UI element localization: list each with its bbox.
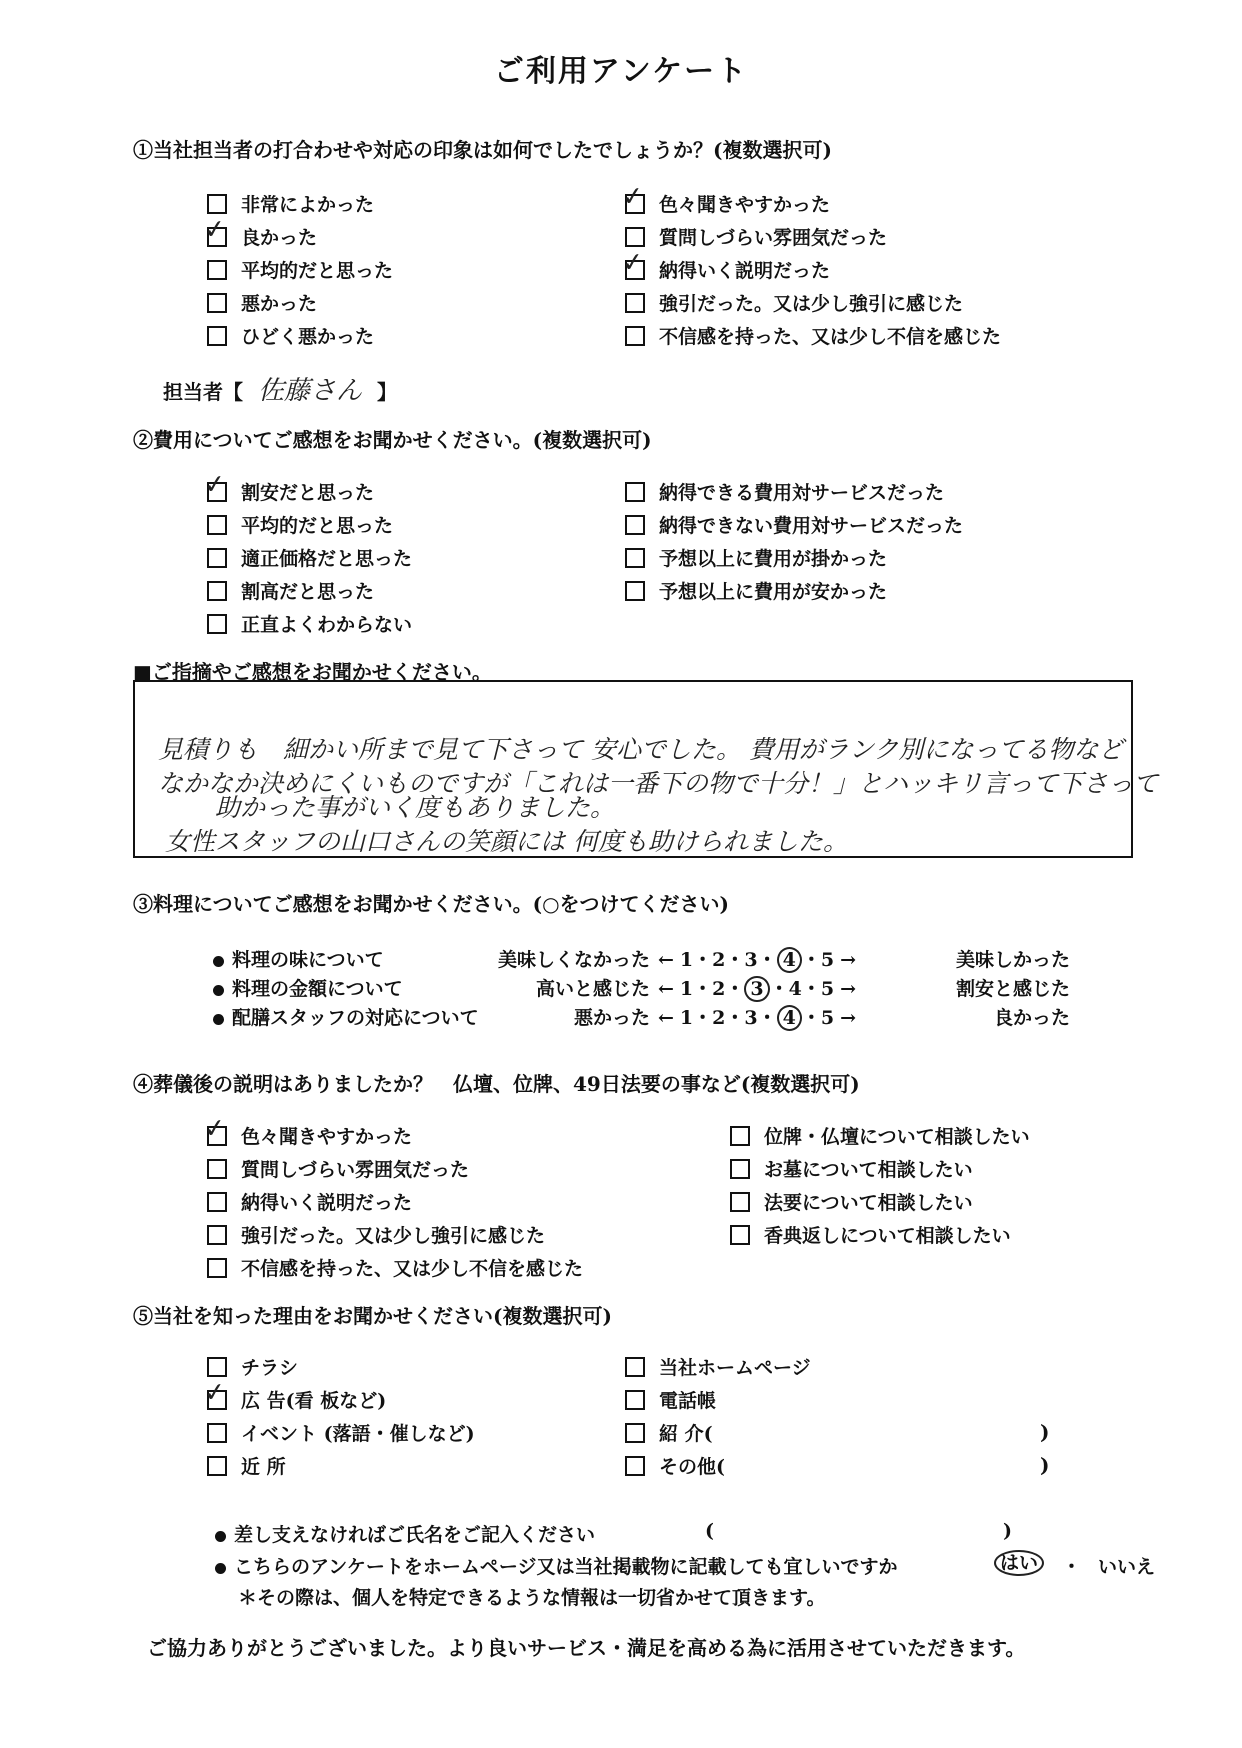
checked-checkbox-icon[interactable] <box>202 213 228 247</box>
checkbox-icon[interactable] <box>625 482 645 502</box>
checkbox-icon[interactable] <box>625 515 645 535</box>
checked-checkbox-icon[interactable] <box>620 246 646 280</box>
checkbox-icon[interactable] <box>625 293 645 313</box>
checkbox-option[interactable] <box>730 1155 973 1182</box>
staff-label: 担当者【 <box>163 380 243 404</box>
publish-separator: ・ <box>1062 1556 1082 1578</box>
checkbox-option[interactable] <box>625 1386 716 1413</box>
option-label: チラシ <box>241 1357 299 1379</box>
checkbox-option[interactable] <box>207 1254 583 1281</box>
scale-separator: ・ <box>693 1007 713 1029</box>
staff-close: 】 <box>376 380 397 404</box>
checkbox-option[interactable] <box>207 1419 475 1446</box>
checkbox-icon[interactable] <box>207 614 227 634</box>
checkbox-option[interactable] <box>207 610 412 637</box>
rating-high-label: 良かった <box>993 1007 1070 1029</box>
checkbox-option[interactable] <box>207 190 374 217</box>
checkbox-icon[interactable] <box>730 1126 750 1146</box>
option-label: 質問しづらい雰囲気だった <box>241 1159 470 1181</box>
checkbox-option[interactable] <box>207 322 374 349</box>
option-label: 納得いく説明だった <box>241 1192 413 1214</box>
rating-value[interactable]: 5 <box>820 1007 835 1029</box>
scale-separator: ・ <box>693 978 713 1000</box>
checkbox-option[interactable] <box>620 180 831 217</box>
option-label: ひどく悪かった <box>241 326 375 348</box>
checkbox-option[interactable] <box>730 1188 973 1215</box>
checkbox-option[interactable] <box>625 1452 725 1479</box>
checkbox-icon[interactable] <box>207 1159 227 1179</box>
checkbox-icon[interactable] <box>207 515 227 535</box>
checkbox-option[interactable] <box>625 223 887 250</box>
checkbox-option[interactable] <box>202 213 318 250</box>
scale-separator: ・ <box>725 949 745 971</box>
checked-checkbox-icon[interactable] <box>202 468 228 502</box>
option-label: 電話帳 <box>659 1390 717 1412</box>
checkbox-icon[interactable] <box>625 326 645 346</box>
scale-separator: ・ <box>757 1007 777 1029</box>
option-label: 納得できない費用対サービスだった <box>659 515 964 537</box>
rating-scale <box>658 1003 856 1031</box>
option-label: 色々聞きやすかった <box>241 1126 413 1148</box>
checkbox-icon[interactable] <box>207 1258 227 1278</box>
checkbox-option[interactable] <box>207 1155 469 1182</box>
checkbox-icon[interactable] <box>625 227 645 247</box>
option-label: 平均的だと思った <box>241 260 394 282</box>
option-label: 正直よくわからない <box>241 614 413 636</box>
comment-line: 見積りも 細かい所まで見て下さって 安心でした。 費用がランク別になってる物など <box>158 735 1124 764</box>
checkbox-option[interactable] <box>207 1353 298 1380</box>
name-prompt: 差し支えなければご氏名をご記入ください <box>234 1524 596 1546</box>
option-label: 香典返しについて相談したい <box>764 1225 1011 1247</box>
comment-line: 女性スタッフの山口さんの笑顔には 何度も助けられました。 <box>165 827 848 856</box>
publish-yes[interactable]: はい <box>994 1550 1044 1576</box>
rating-high-label: 美味しかった <box>955 949 1070 971</box>
option-label: 法要について相談したい <box>764 1192 973 1214</box>
staff-value[interactable]: 佐藤さん <box>257 376 362 406</box>
scale-separator: ・ <box>801 978 821 1000</box>
checkbox-option[interactable] <box>625 478 944 505</box>
option-label: お墓について相談したい <box>764 1159 973 1181</box>
rating-value[interactable]: 3 <box>744 976 769 1002</box>
rating-value[interactable]: 4 <box>777 947 802 973</box>
checkbox-icon[interactable] <box>207 326 227 346</box>
option-label: 予想以上に費用が掛かった <box>659 548 888 570</box>
bullet-icon <box>213 956 224 967</box>
rating-row-label <box>213 974 403 1001</box>
checkbox-icon[interactable] <box>207 260 227 280</box>
option-label: 割安だと思った <box>241 482 375 504</box>
rating-value[interactable]: 2 <box>712 1007 726 1029</box>
checkbox-icon[interactable] <box>730 1159 750 1179</box>
checkbox-option[interactable] <box>625 322 1001 349</box>
checkbox-icon[interactable] <box>625 581 645 601</box>
option-label: 不信感を持った、又は少し不信を感じた <box>659 326 1002 348</box>
q1-heading: ①当社担当者の打合わせや対応の印象は如何でしたでしょうか？(複数選択可) <box>133 138 832 162</box>
option-label: 色々聞きやすかった <box>659 194 831 216</box>
checkbox-option[interactable] <box>207 1221 545 1248</box>
checkbox-option[interactable] <box>625 1419 713 1446</box>
rating-low-label: 美味しくなかった <box>497 949 650 971</box>
option-label: イベント (落語・催しなど) <box>241 1423 475 1445</box>
checkbox-icon[interactable] <box>625 1456 645 1476</box>
name-open-paren: ( <box>705 1520 714 1542</box>
rating-value[interactable]: 4 <box>777 1005 802 1031</box>
scale-separator: ・ <box>725 978 745 1000</box>
option-label: 良かった <box>241 227 318 249</box>
option-label: 不信感を持った、又は少し不信を感じた <box>241 1258 584 1280</box>
arrow-left-icon: ← <box>658 949 674 971</box>
checkbox-icon[interactable] <box>207 581 227 601</box>
checkbox-option[interactable] <box>207 1188 412 1215</box>
option-label: 平均的だと思った <box>241 515 394 537</box>
checkbox-option[interactable] <box>207 577 374 604</box>
rating-topic: 配膳スタッフの対応について <box>232 1007 479 1029</box>
checkbox-icon[interactable] <box>730 1192 750 1212</box>
rating-value[interactable]: 1 <box>679 978 694 1000</box>
checked-checkbox-icon[interactable] <box>202 1376 228 1410</box>
checkbox-icon[interactable] <box>207 1225 227 1245</box>
rating-topic: 料理の金額について <box>232 978 403 1000</box>
publish-prompt: こちらのアンケートをホームページ又は当社掲載物に記載しても宜しいですか <box>234 1556 898 1578</box>
option-label: 納得いく説明だった <box>659 260 831 282</box>
scale-separator: ・ <box>725 1007 745 1029</box>
checkbox-icon[interactable] <box>207 1423 227 1443</box>
rating-value[interactable]: 3 <box>744 1007 758 1029</box>
arrow-right-icon: → <box>840 949 857 971</box>
other-close-paren: ) <box>1040 1453 1050 1477</box>
name-input[interactable] <box>720 1518 1000 1544</box>
checked-checkbox-icon[interactable] <box>202 1112 228 1146</box>
option-label: 強引だった。又は少し強引に感じた <box>241 1225 546 1247</box>
checked-checkbox-icon[interactable] <box>620 180 646 214</box>
option-label: 紹 介( <box>659 1423 713 1445</box>
option-label: その他( <box>659 1456 725 1478</box>
checkmark-icon: ✓ <box>202 213 228 246</box>
rating-high-label: 割安と感じた <box>955 978 1070 1000</box>
rating-value[interactable]: 2 <box>712 978 726 1000</box>
checkbox-option[interactable] <box>207 256 393 283</box>
checkbox-option[interactable] <box>207 511 393 538</box>
checkmark-icon: ✓ <box>202 1112 228 1145</box>
checkmark-icon: ✓ <box>202 1376 228 1409</box>
checkmark-icon: ✓ <box>620 180 646 213</box>
rating-value[interactable]: 4 <box>788 978 802 1000</box>
checkbox-option[interactable] <box>730 1221 1011 1248</box>
option-label: 適正価格だと思った <box>241 548 413 570</box>
rating-topic: 料理の味について <box>232 949 384 971</box>
referral-close-paren: ) <box>1040 1420 1050 1444</box>
rating-value[interactable]: 3 <box>744 949 758 971</box>
checkbox-option[interactable] <box>207 1452 286 1479</box>
arrow-right-icon: → <box>840 1007 857 1029</box>
checkbox-option[interactable] <box>620 246 831 283</box>
checkbox-icon[interactable] <box>625 1357 645 1377</box>
rating-value[interactable]: 2 <box>712 949 726 971</box>
thanks-message: ご協力ありがとうございました。より良いサービス・満足を高める為に活用させていただきます。 <box>147 1636 1026 1660</box>
publish-no-option[interactable] <box>1098 1552 1155 1579</box>
rating-row-label <box>213 1003 479 1030</box>
comment-line: なかなか決めにくいものですが「これは一番下の物で十分！」とハッキリ言って下さって <box>158 769 1159 798</box>
checkbox-icon[interactable] <box>207 548 227 568</box>
rating-row-label <box>213 945 384 972</box>
option-label: 割高だと思った <box>241 581 375 603</box>
checkbox-icon[interactable] <box>625 1390 645 1410</box>
arrow-left-icon: ← <box>658 978 674 1000</box>
checkbox-option[interactable] <box>730 1122 1030 1149</box>
checkbox-icon[interactable] <box>207 1192 227 1212</box>
arrow-right-icon: → <box>840 978 857 1000</box>
rating-value[interactable]: 1 <box>679 949 694 971</box>
option-label: 広 告(看 板など) <box>241 1390 387 1412</box>
comments-heading: ■ご指摘やご感想をお聞かせください。 <box>133 660 492 684</box>
rating-low-label: 高いと感じた <box>535 978 650 1000</box>
option-label: 強引だった。又は少し強引に感じた <box>659 293 964 315</box>
checkbox-option[interactable] <box>207 289 317 316</box>
option-label: 当社ホームページ <box>659 1357 811 1379</box>
option-label: 予想以上に費用が安かった <box>659 581 888 603</box>
name-close-paren: ) <box>1003 1520 1012 1542</box>
name-prompt-row <box>215 1520 595 1547</box>
page-title: ご利用アンケート <box>493 54 749 89</box>
option-label: 質問しづらい雰囲気だった <box>659 227 888 249</box>
option-label: 納得できる費用対サービスだった <box>659 482 945 504</box>
rating-scale <box>658 974 856 1002</box>
bullet-icon <box>215 1563 226 1574</box>
rating-value[interactable]: 1 <box>679 1007 694 1029</box>
publish-no[interactable]: いいえ <box>1098 1556 1156 1578</box>
rating-value[interactable]: 5 <box>820 978 835 1000</box>
checkbox-icon[interactable] <box>730 1225 750 1245</box>
option-label: 悪かった <box>241 293 318 315</box>
option-label: 非常によかった <box>241 194 375 216</box>
checkbox-icon[interactable] <box>207 1456 227 1476</box>
arrow-left-icon: ← <box>658 1007 674 1029</box>
publish-yes-option[interactable] <box>994 1550 1044 1576</box>
scale-separator: ・ <box>757 949 777 971</box>
option-label: 位牌・仏壇について相談したい <box>764 1126 1030 1148</box>
checkbox-option[interactable] <box>625 577 887 604</box>
checkbox-option[interactable] <box>202 1376 387 1413</box>
scale-separator: ・ <box>769 978 789 1000</box>
checkbox-option[interactable] <box>625 511 963 538</box>
scale-separator: ・ <box>693 949 713 971</box>
checkbox-icon[interactable] <box>207 1357 227 1377</box>
checkbox-option[interactable] <box>202 1112 413 1149</box>
scale-separator: ・ <box>801 949 821 971</box>
bullet-icon <box>215 1531 226 1542</box>
scale-separator: ・ <box>801 1007 821 1029</box>
checkbox-option[interactable] <box>625 544 887 571</box>
checkbox-icon[interactable] <box>625 548 645 568</box>
checkbox-option[interactable] <box>625 1353 811 1380</box>
checkbox-icon[interactable] <box>625 1423 645 1443</box>
checkmark-icon: ✓ <box>202 468 228 501</box>
rating-low-label: 悪かった <box>573 1007 650 1029</box>
checkbox-icon[interactable] <box>207 194 227 214</box>
q5-heading: ⑤当社を知った理由をお聞かせください(複数選択可) <box>133 1304 612 1328</box>
option-label: 近 所 <box>241 1456 286 1478</box>
bullet-icon <box>213 985 224 996</box>
bullet-icon <box>213 1014 224 1025</box>
q2-heading: ②費用についてご感想をお聞かせください。(複数選択可) <box>133 428 652 452</box>
checkbox-option[interactable] <box>207 544 412 571</box>
rating-scale <box>658 945 856 973</box>
publish-prompt-row <box>215 1552 897 1579</box>
q3-heading: ③料理についてご感想をお聞かせください。(○をつけてください) <box>133 892 729 916</box>
checkbox-option[interactable] <box>625 289 963 316</box>
staff-field <box>163 370 397 407</box>
comment-line: 助かった事がいく度もありました。 <box>215 793 616 822</box>
q4-heading: ④葬儀後の説明はありましたか？ 仏壇、位牌、49日法要の事など(複数選択可) <box>133 1072 860 1096</box>
checkbox-icon[interactable] <box>207 293 227 313</box>
checkbox-option[interactable] <box>202 468 375 505</box>
privacy-note: ＊その際は、個人を特定できるような情報は一切省かせて頂きます。 <box>238 1587 826 1609</box>
checkmark-icon: ✓ <box>620 246 646 279</box>
rating-value[interactable]: 5 <box>820 949 835 971</box>
